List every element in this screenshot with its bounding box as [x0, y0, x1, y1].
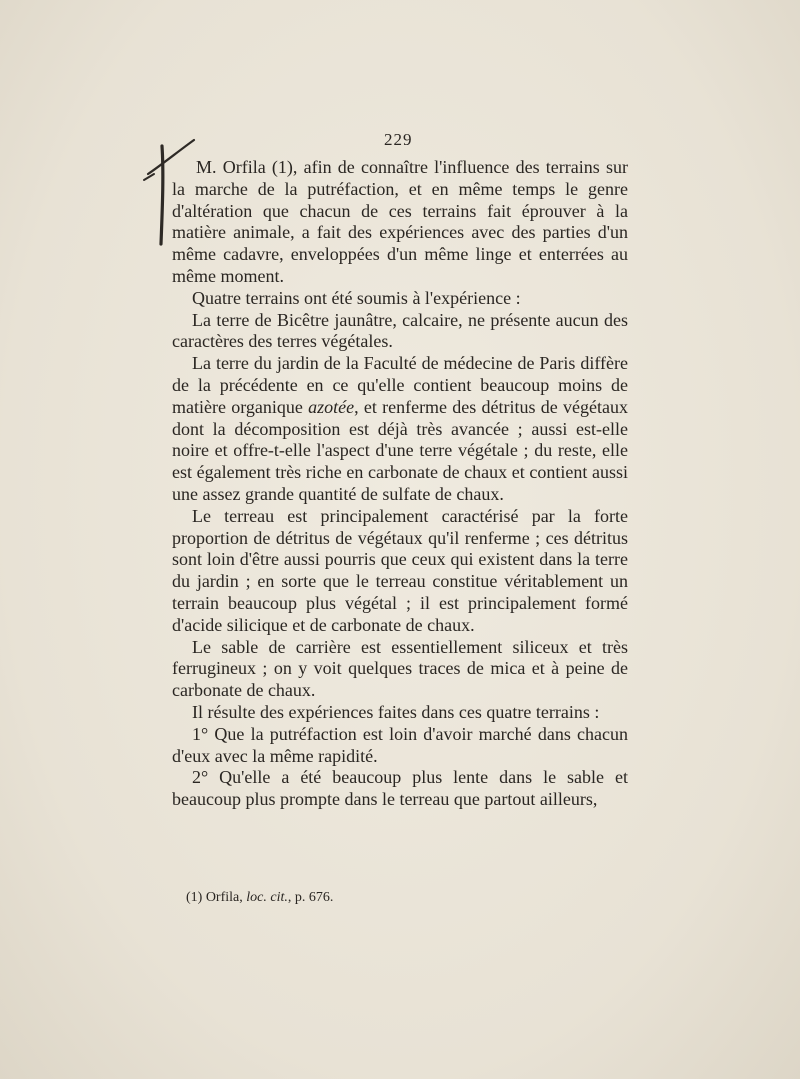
- italic-term: azotée: [308, 396, 355, 417]
- paragraph: Le sable de carrière est essentiellement siliceux et très ferrugineux ; on y voit quelques traces de mica et à peine de carbonate de chaux.: [172, 636, 628, 701]
- paragraph: 2° Qu'elle a été beaucoup plus lente dans le sable et beaucoup plus prompte dans le terreau que partout ailleurs,: [172, 767, 628, 810]
- footnote: (1) Orfila, loc. cit., p. 676.: [186, 890, 334, 905]
- paragraph: Quatre terrains ont été soumis à l'expérience :: [192, 287, 521, 308]
- paragraph: La terre du jardin de la Faculté de médecine de Paris diffère de la précédente en ce qu'elle contient beaucoup moins de matière organique azotée, et renferme des détritus de végétaux dont la décomposition est déjà très avancée ; aussi est-elle noire et offre-t-elle l'aspect d'une terre végétale ; du reste, elle est également très riche en carbonate de chaux et contient aussi une assez grande quantité de sulfate de chaux.: [172, 353, 628, 504]
- paragraph: 1° Que la putréfaction est loin d'avoir marché dans chacun d'eux avec la même rapidité.: [172, 723, 628, 766]
- page-number: 229: [384, 130, 413, 149]
- paragraph: Le terreau est principalement caractérisé par la forte proportion de détritus de végétaux qu'il renferme ; ces détritus sont loin d'être aussi pourris que ceux qui existent dans la terre du jardin ; en sorte que le terreau constitue véritablement un terrain beaucoup plus végétal ; il est principalement formé d'acide silicique et de carbonate de chaux.: [172, 505, 628, 635]
- paragraph: M. Orfila (1), afin de connaître l'influence des terrains sur la marche de la putréfaction, et en même temps le genre d'altération que chacun de ces terrains fait éprouver à la matière animale, a fait des expériences avec des parties d'un même cadavre, enveloppées d'un même linge et enterrées au même moment.: [172, 157, 628, 286]
- paragraph: Il résulte des expériences faites dans ces quatre terrains :: [192, 701, 600, 722]
- paragraph: La terre de Bicêtre jaunâtre, calcaire, ne présente aucun des caractères des terres végétales.: [172, 309, 628, 352]
- body-text: [172, 157, 628, 811]
